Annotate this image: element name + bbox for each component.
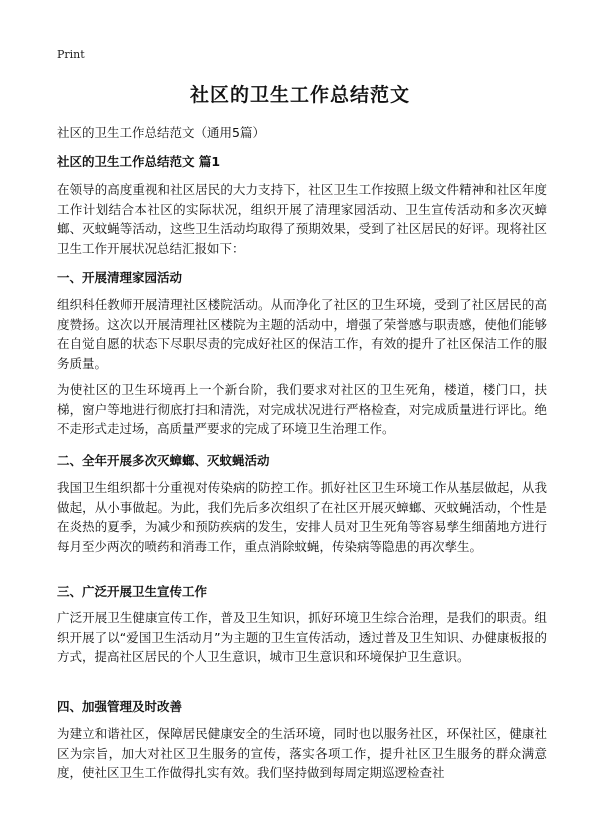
section-heading-3: 三、广泛开展卫生宣传工作 xyxy=(57,584,208,599)
print-link[interactable]: Print xyxy=(57,48,85,61)
section-4-paragraph-1: 为建立和谐社区，保障居民健康安全的生活环境，同时也以服务社区，环保社区，健康社区为宗旨，加大对社区卫生服务的宣传，落实各项工作，提升社区卫生服务的群众满意度，使社区卫生工作做得扎实有效。我们坚持做到每周定期巡逻检查社 xyxy=(57,726,547,780)
section-1-paragraph-1: 组织科任教师开展清理社区楼院活动。从而净化了社区的卫生环境，受到了社区居民的高度赞扬。这次以开展清理社区楼院为主题的活动中，增强了荣誉感与职责感，使他们能够在自觉自愿的状态下尽职尽责的完成好社区的保洁工作，有效的提升了社区保洁工作的服务质量。 xyxy=(57,297,547,371)
article-title: 社区的卫生工作总结范文 篇1 xyxy=(57,154,221,169)
document-title: 社区的卫生工作总结范文 xyxy=(189,84,410,106)
section-heading-1: 一、开展清理家园活动 xyxy=(57,270,183,285)
section-heading-4: 四、加强管理及时改善 xyxy=(57,699,183,714)
document-subtitle: 社区的卫生工作总结范文（通用5篇） xyxy=(57,125,265,140)
section-3-paragraph-1: 广泛开展卫生健康宣传工作，普及卫生知识，抓好环境卫生综合治理，是我们的职责。组织开展了以“爱国卫生活动月”为主题的卫生宣传活动，透过普及卫生知识、办健康板报的方式，提高社区居民的个人卫生意识，城市卫生意识和环境保护卫生意识。 xyxy=(57,610,547,664)
intro-paragraph: 在领导的高度重视和社区居民的大力支持下，社区卫生工作按照上级文件精神和社区年度工作计划结合本社区的实际状况，组织开展了清理家园活动、卫生宣传活动和多次灭蟑螂、灭蚊蝇等活动，这些卫生活动均取得了预期效果，受到了社区居民的好评。现将社区卫生工作开展状况总结汇报如下： xyxy=(57,182,547,256)
section-heading-2: 二、全年开展多次灭蟑螂、灭蚊蝇活动 xyxy=(57,453,270,468)
section-2-paragraph-1: 我国卫生组织都十分重视对传染病的防控工作。抓好社区卫生环境工作从基层做起，从我做起，从小事做起。为此，我们先后多次组织了在社区开展灭蟑螂、灭蚊蝇活动，个性是在炎热的夏季，为减少和预防疾病的发生，安排人员对卫生死角等容易孳生细菌地方进行每月至少两次的喷药和消毒工作，重点消除蚊蝇，传染病等隐患的再次孳生。 xyxy=(57,480,547,554)
section-1-paragraph-2: 为使社区的卫生环境再上一个新台阶，我们要求对社区的卫生死角，楼道，楼门口，扶梯，窗户等地进行彻底打扫和清洗，对完成状况进行严格检查，对完成质量进行评比。绝不走形式走过场，高质量严要求的完成了环境卫生治理工作。 xyxy=(57,382,547,436)
